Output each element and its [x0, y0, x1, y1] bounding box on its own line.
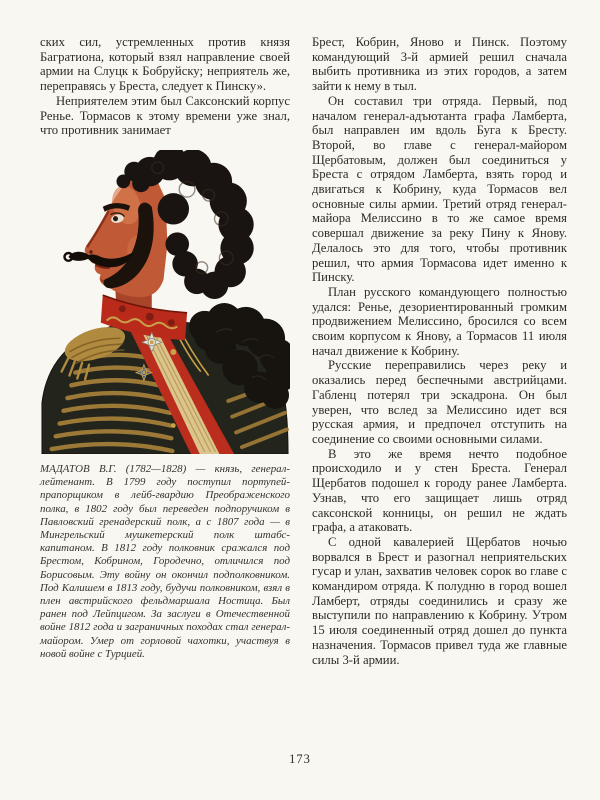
paragraph: План русского командующего полностью удался: Ренье, дезориентированный громким продвижением Мелиссино, бросился со всем своим корпусом к Янову, а Тормасов 11 июля начал движение к Кобрину. [312, 284, 567, 358]
paragraph: Он составил три отряда. Первый, под началом генерал-адъютанта графа Ламберта, был направлен им вдоль Буга к Бресту. Второй, во главе с генерал-майором Щербатовым, должен был соединиться у Бреста с отрядом Ламберта, взять город и двигаться к Кобрину, куда Тормасов вел основные силы армии. Третий отряд генерал-майора Мелиссино в то же самое время совершал движение за реку Пину к Янову. Делалось это для того, чтобы противник решил, что армия Тормасова идет именно к Пинску. [312, 93, 567, 285]
paragraph: С одной кавалерией Щербатов ночью ворвался в Брест и разогнал неприятельских гусар и улан, захватив человек сорок во главе с командиром отряда. К полудню в город вошел Ламберт, отряды соединились и сразу же выступили по направлению к Кобрину. Утром 15 июля соединенный отряд дошел до пункта назначения. Тормасов привел туда же главные силы 3-й армии. [312, 534, 567, 667]
paragraph: Неприятелем этим был Саксонский корпус Ренье. Тормасов к этому времени уже знал, что противник занимает [40, 93, 290, 138]
paragraph: ских сил, устремленных против князя Багратиона, который взял направление своей армии на Слуцк к Бобруйску; неприятель же, переправясь у Бреста, следует к Пинску». [40, 35, 290, 94]
paragraph: В это же время нечто подобное происходило и у стен Бреста. Генерал Щербатов подошел к городу ранее Ламберта. Узнав, что его защищает лишь отряд саксонской конницы, он решил не ждать графа, а атаковать. [312, 446, 567, 535]
right-column [312, 35, 567, 667]
left-column [40, 35, 290, 667]
medal-button [170, 349, 176, 355]
portrait-caption: МАДАТОВ В.Г. (1782—1828) — князь, генерал-лейтенант. В 1799 году поступил портупей-прапорщиком в лейб-гвардию Преображенского полка, в 1802 году был переведен подпоручиком в Павловский гренадерский полк, а с 1807 года — в Мингрельский мушкетерский полк штабс-капитаном. В 1812 году полковник сражался под Брестом, Кобрином, Городечно, отличился под Борисовым. Эту войну он окончил подполковником. Под Калишем в 1813 году, будучи полковником, взял в плен австрийского фельдмаршала Ностица. Был ранен под Лейпцигом. За заслуги в Отечественной войне 1812 года и заграничных походах стал генерал-майором. Умер от горловой чахотки, участвуя в новой войне с Турцией. [40, 462, 290, 660]
portrait-illustration [40, 150, 290, 454]
page-content [40, 35, 567, 667]
paragraph: Брест, Кобрин, Яново и Пинск. Поэтому командующий 3-й армией решил сначала выбить противника из этих городов, а затем зайти к нему в тыл. [312, 35, 567, 94]
paragraph: Русские переправились через реку и оказались перед беспечными австрийцами. Габленц потерял три эскадрона. Он был уверен, что вслед за Мелиссино идет вся русская армия, и предпочел отступить на соединение со своими основными силами. [312, 358, 567, 446]
page-number: 173 [289, 752, 311, 766]
portrait-figure [40, 150, 290, 661]
